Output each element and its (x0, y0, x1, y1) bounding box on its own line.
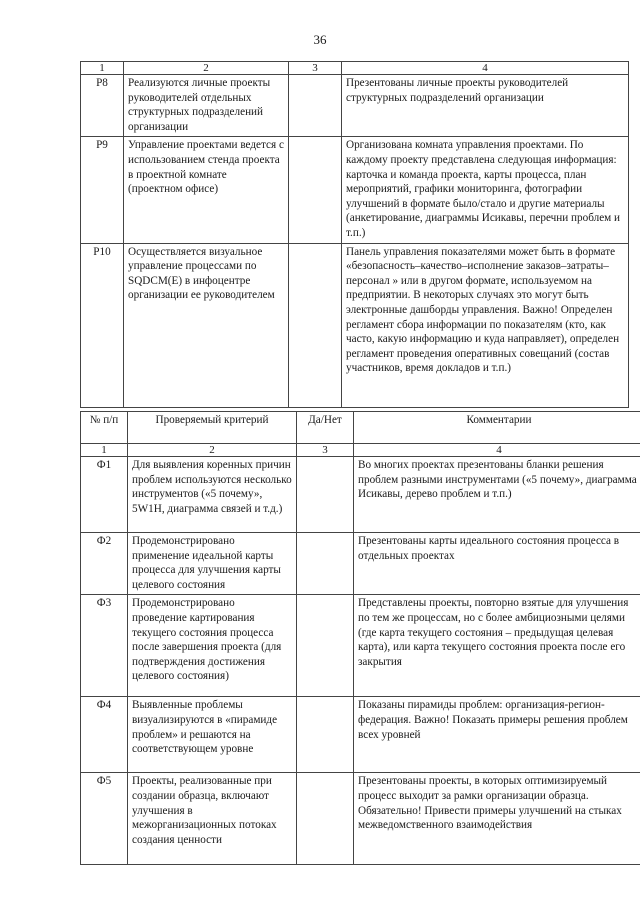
criteria-table (80, 411, 640, 865)
row-comment: Презентованы карты идеального состояния процесса в отдельных проектах (354, 533, 640, 595)
row-code: Ф4 (81, 697, 128, 773)
row-answer-cell (297, 533, 354, 595)
row-answer-cell (289, 75, 342, 137)
header-num: № п/п (81, 412, 128, 444)
column-number: 3 (289, 62, 342, 75)
row-comment: Панель управления показателями может быть в формате «безопасность–качество–исполнение заказов–затраты–персонал » или в другом формате, используемом на предприятии. В некоторых случаях это могут быть электронные дашборды управления. Важно! Определен регламент сбора информации по показателям (кто, как часто, какую информацию и куда направляет), определен регламент проведения оперативных совещаний (состав участников, время докладов и т.п.) (342, 243, 629, 407)
row-answer-cell (297, 457, 354, 533)
table-row (81, 595, 640, 697)
header-comment: Комментарии (354, 412, 640, 444)
row-criterion: Продемонстрировано проведение картирования текущего состояния процесса после завершения проекта (для подтверждения достижения целевого состояния) (128, 595, 297, 697)
row-code: Р9 (81, 137, 124, 243)
row-code: Ф3 (81, 595, 128, 697)
row-answer-cell (289, 243, 342, 407)
column-number: 2 (124, 62, 289, 75)
row-criterion: Выявленные проблемы визуализируются в «пирамиде проблем» и решаются на соответствующем уровне (128, 697, 297, 773)
column-number-row (81, 444, 640, 457)
column-number: 3 (297, 444, 354, 457)
row-criterion: Управление проектами ведется с использованием стенда проекта в проектной комнате (проектном офисе) (124, 137, 289, 243)
row-criterion: Реализуются личные проекты руководителей отдельных структурных подразделений организации (124, 75, 289, 137)
row-comment: Презентованы проекты, в которых оптимизируемый процесс выходит за рамки организации образца. Обязательно! Привести примеры улучшений на стыках межведомственного взаимодействия (354, 773, 640, 865)
row-comment: Во многих проектах презентованы бланки решения проблем разными инструментами («5 почему», диаграмма Исикавы, дерево проблем и т.п.) (354, 457, 640, 533)
column-number: 4 (342, 62, 629, 75)
row-criterion: Осуществляется визуальное управление процессами по SQDCM(E) в инфоцентре организации ее руководителем (124, 243, 289, 407)
row-criterion: Продемонстрировано применение идеальной карты процесса для улучшения карты целевого состояния (128, 533, 297, 595)
row-code: Ф1 (81, 457, 128, 533)
row-code: Р10 (81, 243, 124, 407)
table-row (81, 75, 629, 137)
row-answer-cell (297, 697, 354, 773)
row-code: Р8 (81, 75, 124, 137)
row-comment: Показаны пирамиды проблем: организация-регион-федерация. Важно! Показать примеры решения проблем всех уровней (354, 697, 640, 773)
row-comment: Организована комната управления проектами. По каждому проекту представлена следующая информация: карточка и команда проекта, карты процесса, план мероприятий, графики мониторинга, фотографии улучшений в формате было/стало и другие материалы (анкетирование, диаграммы Исикавы, перечни проблем и т.п.) (342, 137, 629, 243)
page-number: 36 (313, 32, 327, 47)
row-answer-cell (297, 773, 354, 865)
row-criterion: Проекты, реализованные при создании образца, включают улучшения в межорганизационных потоках создания ценности (128, 773, 297, 865)
header-criterion: Проверяемый критерий (128, 412, 297, 444)
table-row (81, 137, 629, 243)
table-row (81, 533, 640, 595)
table-row (81, 697, 640, 773)
column-number: 2 (128, 444, 297, 457)
column-number: 4 (354, 444, 640, 457)
row-criterion: Для выявления коренных причин проблем используются несколько инструментов («5 почему», 5W1H, диаграмма связей и т.д.) (128, 457, 297, 533)
row-code: Ф5 (81, 773, 128, 865)
header-row (81, 412, 640, 444)
row-comment: Презентованы личные проекты руководителей структурных подразделений организации (342, 75, 629, 137)
column-number-row (81, 62, 629, 75)
row-answer-cell (289, 137, 342, 243)
row-code: Ф2 (81, 533, 128, 595)
column-number: 1 (81, 444, 128, 457)
row-answer-cell (297, 595, 354, 697)
header-answer: Да/Нет (297, 412, 354, 444)
table-row (81, 457, 640, 533)
table-row (81, 773, 640, 865)
criteria-table-continued (80, 61, 629, 408)
column-number: 1 (81, 62, 124, 75)
row-comment: Представлены проекты, повторно взятые для улучшения по тем же процессам, но с более амбициозными целями (где карта текущего состояния – предыдущая целевая карта), или карта текущего состояния проекта после его закрытия (354, 595, 640, 697)
table-row (81, 243, 629, 407)
